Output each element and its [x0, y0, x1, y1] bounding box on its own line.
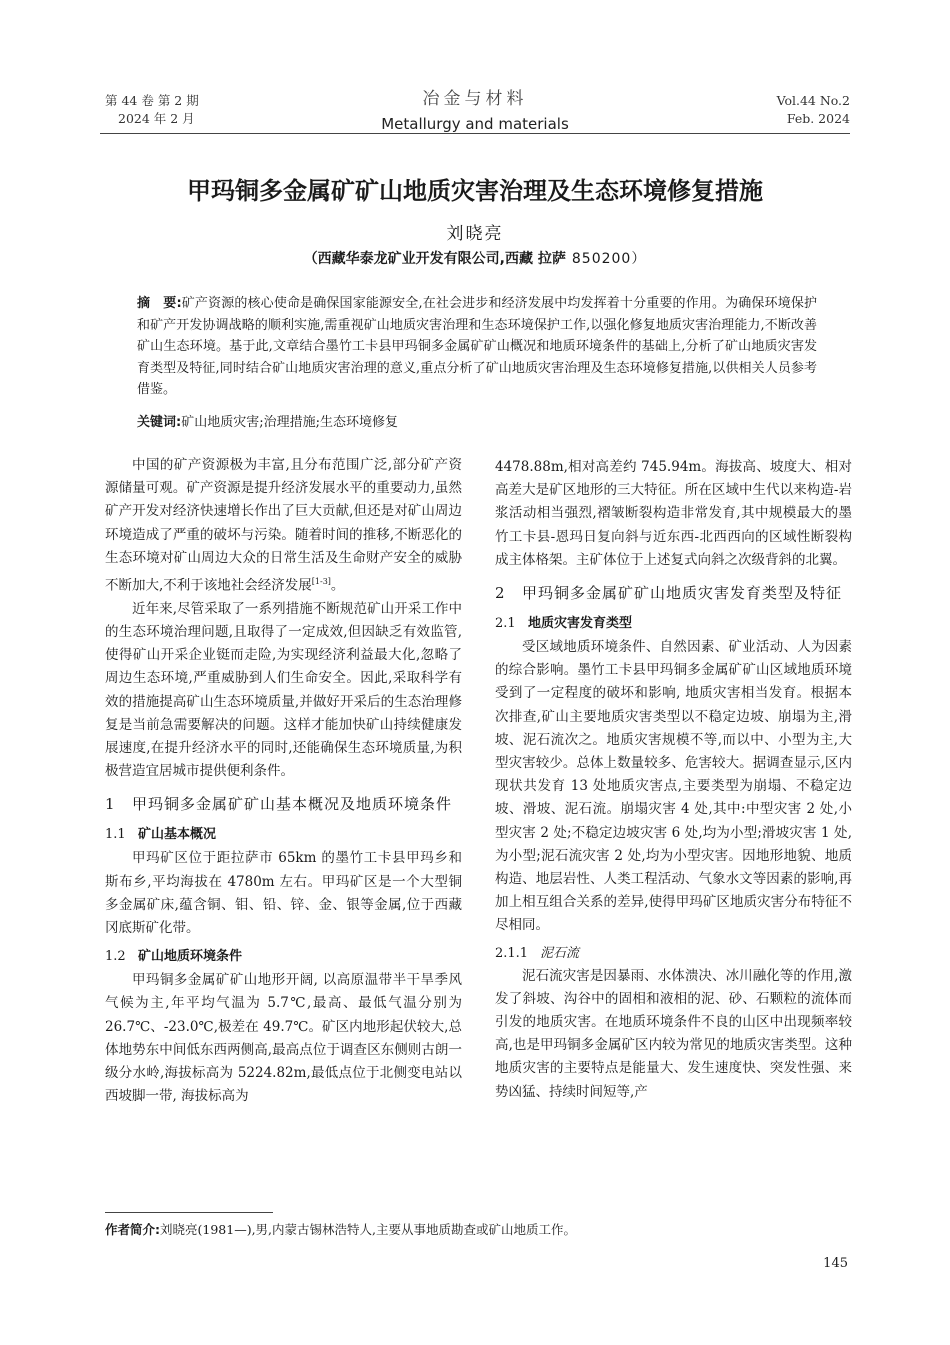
keywords [137, 412, 817, 433]
affiliation-text: （西藏华泰龙矿业开发有限公司,西藏 拉萨 [303, 251, 566, 267]
paragraph: 近年来,尽管采取了一系列措施不断规范矿山开采工作中的生态环境治理问题,且取得了一定成效,但因缺乏有效监管,使得矿山开采企业铤而走险,为实现经济利益最大化,忽略了周边生态环境,严重威胁到人们生命安全。因此,采取科学有效的措施提高矿山生态环境质量,并做好开采后的生态治理修复是当前急需要解决的问题。这样才能加快矿山持续健康发展速度,在提升经济水平的同时,还能确保生态环境质量,为积极营造宜居城市提供便利条件。 [105, 600, 462, 780]
journal-name-cn: 冶金与材料 [422, 89, 528, 109]
subsubsection-heading-2-1-1 [495, 943, 852, 965]
page-number: 145 [823, 1256, 848, 1271]
abstract-text: 矿产资源的核心使命是确保国家能源安全,在社会进步和经济发展中均发挥着十分重要的作用。为确保环境保护和矿产开发协调战略的顺利实施,需重视矿山地质灾害治理和生态环境保护工作,以强化修复地质灾害治理能力,不断改善矿山生态环境。基于此,文章结合墨竹工卡县甲玛铜多金属矿矿山概况和地质环境条件的基础上,分析了矿山地质灾害发育类型及特征,同时结合矿山地质灾害治理的意义,重点分析了矿山地质灾害治理及生态环境修复措施,以供相关人员参考借鉴。 [137, 296, 817, 397]
volume-en: Vol.44 No.2 [776, 93, 850, 108]
footnote-label: 作者简介: [105, 1222, 160, 1237]
subsection-number: 1.2 [105, 949, 126, 965]
paragraph-end: 。 [330, 577, 345, 594]
section-heading-2 [495, 581, 852, 605]
date-en: Feb. 2024 [786, 111, 850, 126]
paper-title: 甲玛铜多金属矿矿山地质灾害治理及生态环境修复措施 [187, 177, 763, 205]
paragraph [105, 454, 462, 598]
section-title: 甲玛铜多金属矿矿山基本概况及地质环境条件 [132, 795, 453, 814]
subsection-title: 地质灾害发育类型 [528, 616, 633, 632]
subsection-heading-2-1 [495, 613, 852, 635]
abstract [137, 293, 817, 401]
abstract-label: 摘 要: [137, 296, 182, 311]
citation: [1-3] [311, 577, 331, 587]
subsubsection-number: 2.1.1 [495, 945, 529, 961]
paragraph-text: 中国的矿产资源极为丰富,且分布范围广泛,部分矿产资源储量可观。矿产资源是提升经济发展水平的重要动力,虽然矿产开发对经济快速增长作出了巨大贡献,但还是对矿山周边环境造成了严重的破坏与污染。随着时间的推移,不断恶化的生态环境对矿山周边大众的日常生活及生命财产安全的威胁不断加大,不利于该地社会经济发展 [105, 457, 462, 594]
paragraph: 甲玛矿区位于距拉萨市 65km 的墨竹工卡县甲玛乡和斯布乡,平均海拔在 4780m 左右。甲玛矿区是一个大型铜多金属矿床,蕴含铜、钼、铅、锌、金、银等金属,位于西藏冈底斯矿化带。 [105, 850, 462, 936]
subsection-number: 2.1 [495, 616, 516, 632]
section-number: 1 [105, 795, 116, 814]
paragraph: 甲玛铜多金属矿矿山地形开阔, 以高原温带半干旱季风气候为主,年平均气温为 5.7℃,最高、最低气温分别为 26.7℃、-23.0℃,极差在 49.7℃。矿区内地形起伏较大,总体地势东中间低东西两侧高,最高点位于调查区东侧则古朗一级分水岭,海拔标高为 5224.82m,最低点位于北侧变电站以西坡脚一带, 海拔标高为 [105, 972, 462, 1105]
journal-name-en: Metallurgy and materials [381, 115, 569, 133]
section-heading-1 [105, 792, 462, 816]
postcode: 850200） [571, 251, 647, 267]
section-title: 甲玛铜多金属矿矿山地质灾害发育类型及特征 [522, 584, 843, 603]
footnote-divider [105, 1212, 273, 1213]
header-divider [100, 133, 850, 134]
subsection-heading-1-2 [105, 946, 462, 968]
subsection-number: 1.1 [105, 827, 126, 843]
section-number: 2 [495, 584, 506, 603]
date-cn: 2024 年 2 月 [118, 111, 195, 126]
right-column [495, 456, 852, 1104]
footnote-text: 刘晓亮(1981—),男,内蒙古锡林浩特人,主要从事地质勘查或矿山地质工作。 [160, 1222, 576, 1237]
subsection-title: 矿山基本概况 [138, 827, 217, 843]
subsubsection-title: 泥石流 [540, 945, 580, 961]
paragraph: 泥石流灾害是因暴雨、水体溃决、冰川融化等的作用,激发了斜坡、沟谷中的固相和液相的泥、砂、石颗粒的流体而引发的地质灾害。在地质环境条件不良的山区中出现频率较高,也是甲玛铜多金属矿区内较为常见的地质灾害类型。这种地质灾害的主要特点是能量大、发生速度快、突发性强、来势凶猛、持续时间短等,产 [495, 967, 852, 1100]
keywords-text: 矿山地质灾害;治理措施;生态环境修复 [181, 415, 398, 430]
paragraph: 4478.88m,相对高差约 745.94m。海拔高、坡度大、相对高差大是矿区地形的三大特征。所在区域中生代以来构造-岩浆活动相当强烈,褶皱断裂构造非常发育,其中规模最大的墨竹工卡县-恩玛日复向斜与近东西-北西西向的区域性断裂构成主体格架。主矿体位于上述复式向斜之次级背斜的北翼。 [495, 459, 852, 568]
left-column [105, 454, 462, 1108]
paragraph: 受区域地质环境条件、自然因素、矿业活动、人为因素的综合影响。墨竹工卡县甲玛铜多金属矿矿山区域地质环境受到了一定程度的破坏和影响, 地质灾害相当发育。根据本次排查,矿山主要地质灾害类型以不稳定边坡、崩塌为主,滑坡、泥石流次之。地质灾害规模不等,而以中、小型为主,大型灾害较少。总体上数量较多、危害较大。据调查显示,区内现状共发育 13 处地质灾害点,主要类型为崩塌、不稳定边坡、滑坡、泥石流。崩塌灾害 4 处,其中:中型灾害 2 处,小型灾害 2 处;不稳定边坡灾害 6 处,均为小型;滑坡灾害 1 处,为小型;泥石流灾害 2 处,均为小型灾害。因地形地貌、地质构造、地层岩性、人类工程活动、气象水文等因素的影响,再加上相互组合关系的差异,使得甲玛矿区地质灾害分布特征不尽相同。 [495, 639, 852, 934]
header-right [777, 92, 850, 128]
keywords-label: 关键词: [137, 415, 182, 430]
author-name: 刘晓亮 [446, 224, 504, 244]
affiliation [0, 248, 950, 268]
subsection-title: 矿山地质环境条件 [138, 949, 243, 965]
subsection-heading-1-1 [105, 824, 462, 846]
author-footnote [105, 1220, 576, 1240]
volume-issue: 第 44 卷 第 2 期 [105, 93, 199, 108]
